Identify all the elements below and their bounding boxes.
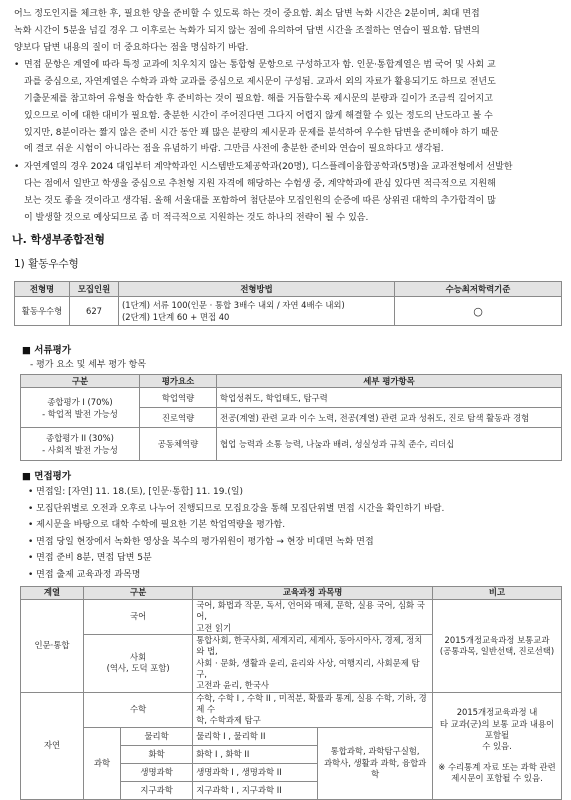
bullet-text: 면접 출제 교육과정 과목명 bbox=[36, 569, 141, 580]
doc-eval-title-text: 서류평가 bbox=[34, 345, 72, 356]
header-cell: 구분 bbox=[21, 375, 140, 388]
bullet1-line: 있으므로 이에 대한 대비가 필요함. 충분한 시간이 주어진다면 그다지 어렵지 않게 해결할 수 있는 정도의 난도라고 볼 수 bbox=[24, 110, 493, 121]
subject-line: 고전 읽기 bbox=[196, 622, 232, 633]
header-cell: 교육과정 과목명 bbox=[193, 587, 433, 600]
interview-title: ■ 면접평가 bbox=[22, 471, 72, 482]
interview-bullet: • 모집단위별로 오전과 오후로 나누어 진행되므로 모집요강을 통해 모집단위별 면접 시간을 확인하기 바람. bbox=[28, 503, 445, 514]
field-humanities: 인문·통합 bbox=[21, 600, 84, 693]
note-line: 제시문이 포함될 수 있음. bbox=[451, 772, 543, 783]
subject-line: 사회 · 문화, 생활과 윤리, 윤리와 사상, 여행지리, 사회문제 탐구, bbox=[196, 657, 420, 680]
note-line: 타 교과(군)의 보통 교과 내용이 포함될 bbox=[439, 718, 555, 740]
table-row bbox=[21, 388, 562, 408]
note-line: ※ 수리통계 자료 또는 과학 관련 bbox=[438, 761, 556, 772]
note-humanities bbox=[433, 600, 562, 693]
method-line: (2단계) 1단계 60 + 면접 40 bbox=[122, 312, 230, 322]
science-subject-label: 생명과학 bbox=[121, 763, 193, 781]
science-subjects: 지구과학 I , 지구과학 II bbox=[193, 781, 318, 799]
doc-eval-title: ■ 서류평가 bbox=[22, 345, 72, 356]
science-subject-label: 물리학 bbox=[121, 727, 193, 745]
bullet1-paragraph bbox=[24, 57, 562, 158]
bullet2-paragraph bbox=[24, 159, 562, 227]
bullet1-line: 과를 중심으로, 자연계열은 수학과 과학 교과를 중심으로 제시문이 구성됨. 교과서 외의 자료가 활용되기도 하므로 전년도 bbox=[24, 76, 496, 87]
bullet-text: 제시문을 바탕으로 대학 수학에 필요한 기본 학업역량을 평가함. bbox=[36, 520, 286, 531]
note-line: 2015개정교육과정 내 bbox=[456, 707, 538, 718]
table-row bbox=[15, 297, 562, 326]
subsection-title: 1) 활동우수형 bbox=[14, 258, 79, 270]
eval-items: 협업 능력과 소통 능력, 나눔과 배려, 성실성과 규칙 준수, 리더십 bbox=[217, 428, 562, 461]
subject-line: 고전과 윤리, 한국사 bbox=[196, 680, 269, 691]
section-title: 나. 학생부종합전형 bbox=[12, 233, 106, 246]
category-line: (역사, 도덕 포함) bbox=[106, 663, 170, 674]
eval-items: 학업성취도, 학업태도, 탐구력 bbox=[217, 388, 562, 408]
bullet-text: 면접 준비 8분, 면접 답변 5분 bbox=[36, 553, 152, 564]
header-cell: 모집인원 bbox=[70, 282, 119, 297]
interview-bullets bbox=[28, 484, 444, 584]
science-merged-subjects bbox=[318, 727, 433, 799]
bullet-text: 면접 당일 현장에서 녹화한 영상을 복수의 평가위원이 평가함 → 현장 비대면 녹화 면접 bbox=[36, 536, 374, 547]
bullet-text: 면접일: [자연] 11. 18.(토), [인문·통합] 11. 19.(일) bbox=[36, 487, 244, 497]
bullet2-line: 자연계열의 경우 2024 대입부터 계약학과인 시스템반도체공학과(20명), 디스플레이융합공학과(5명)을 교과전형에서 선발한 bbox=[24, 162, 513, 172]
science-subjects: 화학 I , 화학 II bbox=[193, 745, 318, 763]
interview-bullet: • 제시문을 바탕으로 대학 수학에 필요한 기본 학업역량을 평가함. bbox=[28, 520, 286, 531]
bullet1-line: 기출문제를 참고하여 유형을 학습한 후 준비하는 것이 필요함. 해를 거듭할수록 제시문의 분량과 길이가 조금씩 길어지고 bbox=[24, 93, 493, 104]
table-row bbox=[21, 692, 562, 727]
category-social bbox=[84, 635, 193, 693]
note-science bbox=[433, 692, 562, 799]
note-line: (공통과목, 일반선택, 진로선택) bbox=[439, 645, 555, 656]
selection-method bbox=[119, 297, 395, 326]
science-subjects: 생명과학 I , 생명과학 II bbox=[193, 763, 318, 781]
interview-bullet: • 면접 출제 교육과정 과목명 bbox=[28, 569, 141, 580]
table-row bbox=[21, 600, 562, 635]
science-subject-label: 지구과학 bbox=[121, 781, 193, 799]
intro-line: 양보다 답변 내용의 질이 더 중요하다는 점을 명심하기 바람. bbox=[14, 42, 249, 53]
eval-group-2 bbox=[21, 428, 140, 461]
bullet2-line: 보는 것도 좋을 것이라고 생각됨. 올해 서울대를 포함하여 첨단분야 모집인원의 순증에 따른 상위권 대학의 추가합격이 많 bbox=[24, 195, 496, 206]
note-line: 수 있음. bbox=[482, 741, 512, 752]
interview-bullet: • 면접 준비 8분, 면접 답변 5분 bbox=[28, 553, 152, 564]
group-line: - 학업적 발전 가능성 bbox=[42, 408, 118, 419]
subjects-social bbox=[193, 635, 433, 693]
bullet2-line: 다는 점에서 일반고 학생을 중심으로 추천형 지원 자격에 해당하는 수험생 중, 계약학과에 관심 있다면 적극적으로 지원해 bbox=[24, 178, 496, 189]
intro-paragraph bbox=[14, 6, 562, 57]
header-cell: 비고 bbox=[433, 587, 562, 600]
category-line: 사회 bbox=[130, 652, 147, 663]
bullet-dot: • bbox=[14, 162, 20, 172]
category-math: 수학 bbox=[84, 692, 193, 727]
bullet1-line: 에 결코 쉬운 시험이 아니라는 점을 유념하기 바람. 그만큼 사전에 충분한 준비와 연습이 필요하다고 생각됨. bbox=[24, 144, 444, 155]
interview-title-text: 면접평가 bbox=[34, 471, 72, 482]
eval-element: 학업역량 bbox=[140, 388, 217, 408]
subject-line: 학, 수학과제 탐구 bbox=[196, 715, 261, 726]
intro-line: 녹화 시간이 5분을 넘길 경우 그 이후로는 녹화가 되지 않는 점에 유의하여 답변 시간을 조절하는 연습이 필요함. 답변의 bbox=[14, 25, 480, 36]
header-cell: 세부 평가항목 bbox=[217, 375, 562, 388]
bullet1-line: 있지만, 8분이라는 짧지 않은 준비 시간 동안 꽤 많은 분량의 제시문과 문제를 분석하여 우수한 답변을 준비해야 하기 때문 bbox=[24, 127, 499, 138]
interview-bullet: • 면접일: [자연] 11. 18.(토), [인문·통합] 11. 19.(일) bbox=[28, 487, 244, 497]
category-science: 과학 bbox=[84, 727, 121, 799]
method-line: (1단계) 서류 100(인문 · 통합 3배수 내외 / 자연 4배수 내외) bbox=[122, 300, 345, 310]
eval-items: 전공(계열) 관련 교과 이수 노력, 전공(계열) 관련 교과 성취도, 진로 탐색 활동과 경험 bbox=[217, 408, 562, 428]
field-science: 자연 bbox=[21, 692, 84, 799]
merged-line: 과학사, 생활과 과학, 융합과학 bbox=[323, 757, 427, 779]
merged-line: 통합과학, 과학탐구실험, bbox=[330, 746, 420, 757]
subject-line: 통합사회, 한국사회, 세계지리, 세계사, 동아시아사, 경제, 정치와 법, bbox=[196, 635, 423, 657]
curriculum-table bbox=[20, 586, 562, 800]
header-cell: 구분 bbox=[84, 587, 193, 600]
intro-line: 어느 정도인지를 체크한 후, 필요한 양을 준비할 수 있도록 하는 것이 중요함. 최소 답변 녹화 시간은 2분이며, 최대 면접 bbox=[14, 9, 480, 19]
header-cell: 평가요소 bbox=[140, 375, 217, 388]
subjects-math bbox=[193, 692, 433, 727]
group-line: 종합평가 II (30%) bbox=[46, 433, 114, 443]
science-subjects: 물리학 I , 물리학 II bbox=[193, 727, 318, 745]
header-cell: 계열 bbox=[21, 587, 84, 600]
header-cell: 수능최저학력기준 bbox=[395, 282, 562, 297]
category-korean: 국어 bbox=[84, 600, 193, 635]
group-line: 종합평가 I (70%) bbox=[47, 396, 113, 407]
note-spacer bbox=[436, 753, 558, 762]
minimum-standard: ○ bbox=[395, 297, 562, 326]
bullet1-line: 면접 문항은 계열에 따라 특정 교과에 치우치지 않는 통합형 문항으로 구성하고자 함. 인문·통합계열은 범 국어 및 사회 교 bbox=[24, 60, 496, 70]
quota: 627 bbox=[70, 297, 119, 326]
admission-table bbox=[14, 281, 562, 326]
doc-eval-table bbox=[20, 374, 562, 461]
header-cell: 전형명 bbox=[15, 282, 70, 297]
interview-bullet: • 면접 당일 현장에서 녹화한 영상을 복수의 평가위원이 평가함 → 현장 비대면 녹화 면접 bbox=[28, 536, 374, 547]
eval-element: 공동체역량 bbox=[140, 428, 217, 461]
header-cell: 전형방법 bbox=[119, 282, 395, 297]
eval-element: 진로역량 bbox=[140, 408, 217, 428]
subject-line: 국어, 화법과 작문, 독서, 언어와 매체, 문학, 실용 국어, 심화 국어, bbox=[196, 600, 425, 622]
doc-eval-subtitle: - 평가 요소 및 세부 평가 항목 bbox=[30, 360, 147, 370]
table-row bbox=[21, 428, 562, 461]
subjects-korean bbox=[193, 600, 433, 635]
bullet-text: 모집단위별로 오전과 오후로 나누어 진행되므로 모집요강을 통해 모집단위별 면접 시간을 확인하기 바람. bbox=[36, 503, 445, 514]
eval-group-1 bbox=[21, 388, 140, 428]
science-subject-label: 화학 bbox=[121, 745, 193, 763]
group-line: - 사회적 발전 가능성 bbox=[42, 445, 118, 455]
track-name: 활동우수형 bbox=[15, 297, 70, 326]
note-line: 2015개정교육과정 보통교과 bbox=[444, 634, 550, 645]
subject-line: 수학, 수학 I , 수학 II , 미적분, 확률과 통계, 실용 수학, 기하, 경제 수 bbox=[196, 692, 427, 715]
bullet2-line: 이 발생할 것으로 예상되므로 좀 더 적극적으로 지원하는 것도 하나의 전략이 될 수 있음. bbox=[24, 212, 369, 223]
bullet-dot: • bbox=[14, 60, 20, 70]
